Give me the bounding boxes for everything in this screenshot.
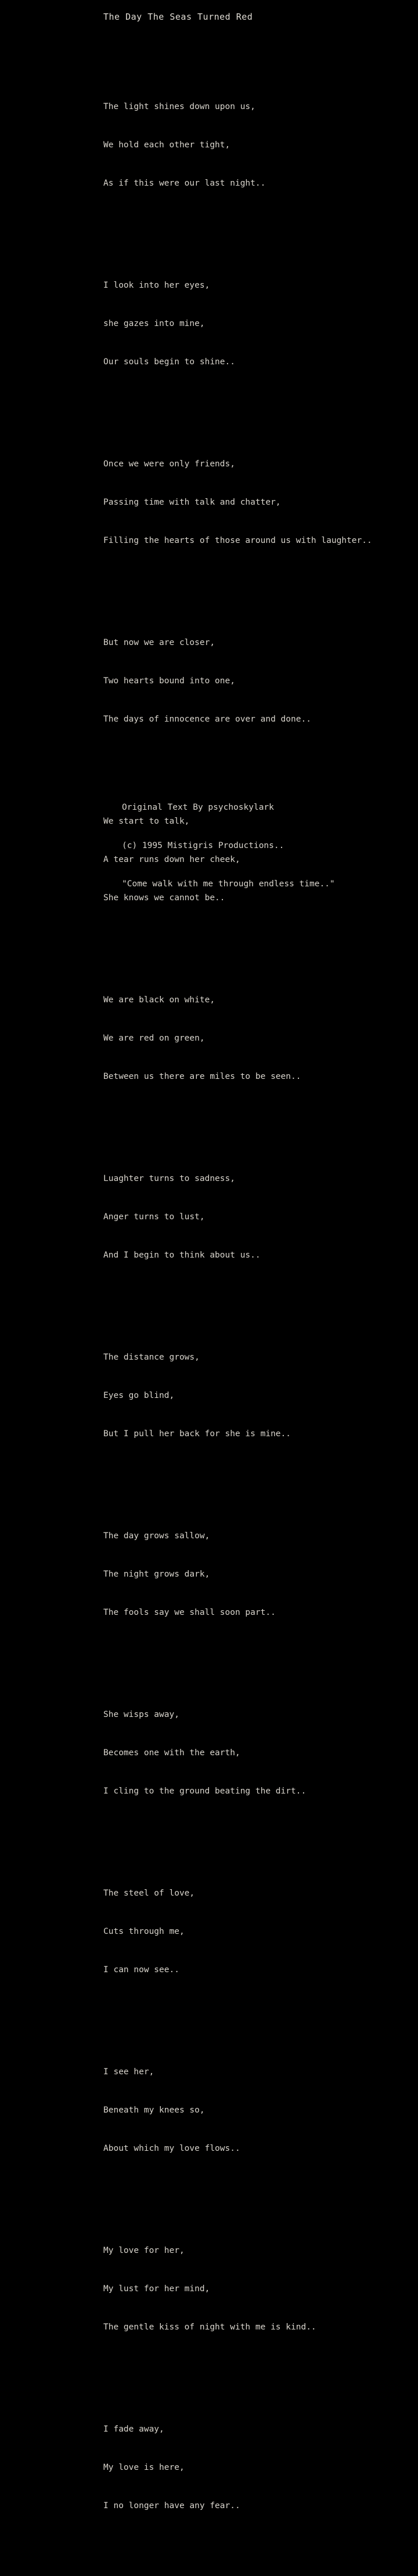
- stanza: [103, 2040, 372, 2180]
- poem-line: Our souls begin to shine..: [103, 357, 235, 367]
- poem-line: I see her,: [103, 2067, 154, 2077]
- poem-line: I fade away,: [103, 2425, 164, 2434]
- poem-line: The days of innocence are over and done..: [103, 715, 311, 724]
- poem-line: About which my love flows..: [103, 2144, 240, 2153]
- poem-line: she gazes into mine,: [103, 319, 205, 328]
- poem-line: I look into her eyes,: [103, 281, 210, 290]
- poem-line: Filling the hearts of those around us with laughter..: [103, 536, 372, 545]
- poem-line: We are red on green,: [103, 1034, 205, 1043]
- stanza: [103, 1147, 372, 1287]
- stanza: [103, 75, 372, 215]
- stanza: [103, 1504, 372, 1644]
- stanza: [103, 611, 372, 751]
- stanza: [103, 2397, 372, 2538]
- credit-line-tagline: "Come walk with me through endless time..": [122, 879, 335, 889]
- poem-line: Beneath my knees so,: [103, 2106, 205, 2115]
- poem-line: Two hearts bound into one,: [103, 676, 235, 686]
- poem-line: We hold each other tight,: [103, 140, 230, 150]
- poem-line: Once we were only friends,: [103, 459, 235, 469]
- poem-line: Eyes go blind,: [103, 1391, 175, 1400]
- poem-line: She knows we cannot be..: [103, 893, 225, 903]
- poem-line: The day grows sallow,: [103, 1531, 210, 1541]
- stanza: [103, 432, 372, 573]
- page-title: The Day The Seas Turned Red: [103, 12, 253, 22]
- poem-line: She wisps away,: [103, 1710, 179, 1719]
- stanza: [103, 1683, 372, 1823]
- poem-line: Luaghter turns to sadness,: [103, 1174, 235, 1183]
- stanza: [103, 2219, 372, 2359]
- poem-line: I cling to the ground beating the dirt..: [103, 1787, 307, 1796]
- poem-line: The light shines down upon us,: [103, 102, 255, 111]
- stanza: [103, 1861, 372, 2002]
- poem-line: But I pull her back for she is mine..: [103, 1429, 291, 1439]
- poem-line: But now we are closer,: [103, 638, 215, 647]
- poem-line: The night grows dark,: [103, 1570, 210, 1579]
- poem-line: My lust for her mind,: [103, 2284, 210, 2294]
- poem-line: My love for her,: [103, 2246, 185, 2255]
- poem-line: The steel of love,: [103, 1889, 195, 1898]
- poem-line: And I begin to think about us..: [103, 1251, 261, 1260]
- poem-line: I can now see..: [103, 1965, 179, 1974]
- poem-line: The gentle kiss of night with me is kind..: [103, 2323, 316, 2332]
- credit-line-copyright: (c) 1995 Mistigris Productions..: [122, 841, 284, 850]
- poem-line: My love is here,: [103, 2463, 185, 2472]
- stanza: [103, 253, 372, 394]
- poem-line: The distance grows,: [103, 1353, 200, 1362]
- poem-line: The fools say we shall soon part..: [103, 1608, 276, 1617]
- poem-line: Anger turns to lust,: [103, 1212, 205, 1222]
- poem-line: Becomes one with the earth,: [103, 1748, 240, 1758]
- poem-line: Passing time with talk and chatter,: [103, 498, 281, 507]
- poem-line: I no longer have any fear..: [103, 2501, 240, 2510]
- poem-line: We are black on white,: [103, 995, 215, 1005]
- poem-line: As if this were our last night..: [103, 179, 266, 188]
- stanza: [103, 968, 372, 1108]
- poem-line: Between us there are miles to be seen..: [103, 1072, 301, 1081]
- poem-body: [103, 49, 372, 2576]
- poem-line: We start to talk,: [103, 817, 190, 826]
- poem-line: A tear runs down her cheek,: [103, 855, 240, 864]
- credits-block: [122, 776, 335, 916]
- credit-line-author: Original Text By psychoskylark: [122, 803, 274, 812]
- poem-line: Cuts through me,: [103, 1927, 185, 1936]
- stanza: [103, 1325, 372, 1466]
